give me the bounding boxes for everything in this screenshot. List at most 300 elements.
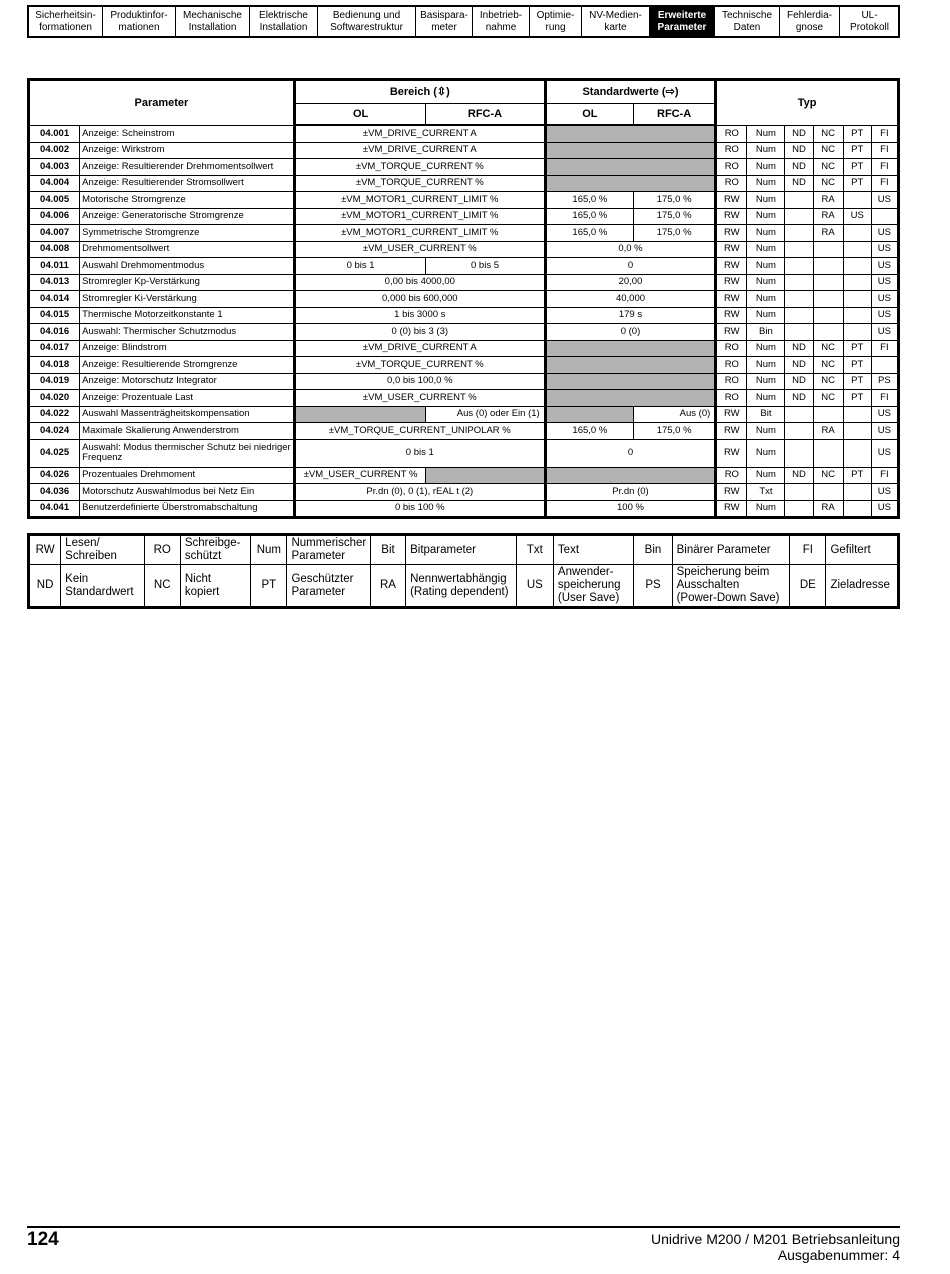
type-flag: ND: [785, 159, 813, 176]
manual-title: Unidrive M200 / M201 Betriebsanleitung: [650, 1231, 900, 1247]
table-row: [29, 423, 899, 440]
default-value: 40,000: [545, 291, 716, 308]
nav-tab[interactable]: Technische Daten: [715, 7, 780, 36]
type-flag: Num: [747, 258, 785, 275]
type-flag: PT: [843, 159, 871, 176]
parameter-id: 04.017: [29, 340, 80, 357]
legend-row: [29, 535, 899, 565]
table-row: [29, 484, 899, 501]
default-value: 0: [545, 439, 716, 467]
type-flag: [785, 258, 813, 275]
range-value: ±VM_MOTOR1_CURRENT_LIMIT %: [294, 192, 545, 209]
type-flag: US: [871, 274, 898, 291]
default-value: 0 (0): [545, 324, 716, 341]
type-flag: RO: [716, 340, 747, 357]
type-flag: [813, 324, 843, 341]
type-flag: [785, 192, 813, 209]
parameter-name: Anzeige: Motorschutz Integrator: [80, 373, 295, 390]
parameter-id: 04.004: [29, 175, 80, 192]
default-empty: [545, 142, 716, 159]
issue-number: Ausgabenummer: 4: [777, 1247, 900, 1263]
type-flag: FI: [871, 125, 898, 142]
type-flag: PT: [843, 390, 871, 407]
header-default-ol: OL: [545, 104, 633, 126]
nav-tab[interactable]: NV-Medien- karte: [582, 7, 650, 36]
range-ol: 0 bis 1: [294, 258, 425, 275]
nav-tab[interactable]: UL- Protokoll: [850, 9, 889, 33]
legend-description: Geschützter Parameter: [287, 565, 370, 608]
nav-tab[interactable]: Bedienung und Softwarestruktur: [318, 7, 416, 36]
type-flag: Bin: [747, 324, 785, 341]
type-flag: ND: [785, 467, 813, 484]
page-number: 124: [27, 1229, 59, 1250]
type-flag: Num: [747, 423, 785, 440]
parameter-name: Anzeige: Generatorische Stromgrenze: [80, 208, 295, 225]
range-ol: ±VM_USER_CURRENT %: [294, 467, 425, 484]
table-row: [29, 274, 899, 291]
header-range-ol: OL: [294, 104, 425, 126]
type-flag: RO: [716, 142, 747, 159]
legend-code: US: [516, 565, 553, 608]
type-flag: RW: [716, 423, 747, 440]
range-value: ±VM_DRIVE_CURRENT A: [294, 142, 545, 159]
type-flag: NC: [813, 373, 843, 390]
type-flag: FI: [871, 142, 898, 159]
nav-tab[interactable]: Sicherheitsin- formationen: [29, 7, 103, 36]
type-flag: US: [871, 324, 898, 341]
type-flag: RO: [716, 390, 747, 407]
parameter-name: Stromregler Ki-Verstärkung: [80, 291, 295, 308]
nav-tab[interactable]: Fehlerdia- gnose: [780, 7, 840, 36]
type-flag: Num: [747, 340, 785, 357]
type-flag: [843, 500, 871, 518]
default-value: 0: [545, 258, 716, 275]
default-ol: [545, 406, 633, 423]
type-flag: NC: [813, 125, 843, 142]
type-flag: RO: [716, 467, 747, 484]
legend-description: Gefiltert: [826, 535, 899, 565]
range-rfca: Aus (0) oder Ein (1): [426, 406, 545, 423]
parameter-name: Motorische Stromgrenze: [80, 192, 295, 209]
type-flag: Num: [747, 225, 785, 242]
header-range: Bereich (⇳): [294, 80, 545, 104]
default-empty: [545, 390, 716, 407]
header-type: Typ: [716, 80, 899, 126]
type-flag: RA: [813, 225, 843, 242]
type-flag: Num: [747, 274, 785, 291]
type-flag: FI: [871, 159, 898, 176]
default-rfca: 175,0 %: [633, 225, 715, 242]
legend-description: Schreibge- schützt: [180, 535, 250, 565]
table-row: [29, 307, 899, 324]
table-row: [29, 142, 899, 159]
footer-document-title: [651, 1231, 900, 1263]
type-flag: [785, 406, 813, 423]
legend-row: [29, 565, 899, 608]
parameter-id: 04.036: [29, 484, 80, 501]
legend-code: ND: [29, 565, 61, 608]
parameter-name: Anzeige: Resultierender Drehmomentsollwert: [80, 159, 295, 176]
table-row: [29, 258, 899, 275]
table-row: [29, 125, 899, 142]
parameter-name: Auswahl Massenträgheitskompensation: [80, 406, 295, 423]
type-flag: Num: [747, 125, 785, 142]
type-flag: [785, 423, 813, 440]
nav-tab[interactable]: Erweiterte Parameter: [650, 7, 715, 36]
default-empty: [545, 175, 716, 192]
parameter-id: 04.022: [29, 406, 80, 423]
default-value: 179 s: [545, 307, 716, 324]
parameter-name: Prozentuales Drehmoment: [80, 467, 295, 484]
parameter-id: 04.014: [29, 291, 80, 308]
default-empty: [545, 340, 716, 357]
legend-code: NC: [144, 565, 180, 608]
legend-code: FI: [790, 535, 826, 565]
default-value: 100 %: [545, 500, 716, 518]
parameter-id: 04.041: [29, 500, 80, 518]
type-flag: FI: [871, 390, 898, 407]
legend-code: Bin: [634, 535, 672, 565]
type-flag: [843, 406, 871, 423]
type-flag: [785, 324, 813, 341]
type-flag: US: [843, 208, 871, 225]
table-row: [29, 241, 899, 258]
type-flag: RW: [716, 484, 747, 501]
type-flag: [785, 208, 813, 225]
parameter-name: Anzeige: Prozentuale Last: [80, 390, 295, 407]
type-flag: Num: [747, 291, 785, 308]
parameter-name: Auswahl Drehmomentmodus: [80, 258, 295, 275]
type-flag: US: [871, 439, 898, 467]
default-ol: 165,0 %: [545, 423, 633, 440]
type-flag: [785, 484, 813, 501]
parameter-table: [27, 78, 900, 519]
type-flag: US: [871, 500, 898, 518]
legend-description: Nennwertabhängig (Rating dependent): [406, 565, 517, 608]
table-row: [29, 159, 899, 176]
type-flag: [843, 192, 871, 209]
table-row: [29, 340, 899, 357]
range-value: Pr.dn (0), 0 (1), rEAL t (2): [294, 484, 545, 501]
parameter-id: 04.003: [29, 159, 80, 176]
default-rfca: 175,0 %: [633, 192, 715, 209]
type-flag: PT: [843, 142, 871, 159]
type-flag: RW: [716, 406, 747, 423]
chapter-navigation: [27, 5, 900, 38]
type-flag: RO: [716, 373, 747, 390]
range-value: 0,00 bis 4000,00: [294, 274, 545, 291]
type-flag: Num: [747, 241, 785, 258]
parameter-name: Thermische Motorzeitkonstante 1: [80, 307, 295, 324]
default-value: 0,0 %: [545, 241, 716, 258]
type-flag: US: [871, 291, 898, 308]
parameter-name: Drehmomentsollwert: [80, 241, 295, 258]
table-row: [29, 208, 899, 225]
legend-description: Lesen/ Schreiben: [61, 535, 144, 565]
range-value: ±VM_DRIVE_CURRENT A: [294, 340, 545, 357]
table-row: [29, 390, 899, 407]
footer-rule: [27, 1226, 900, 1228]
range-value: ±VM_TORQUE_CURRENT %: [294, 357, 545, 374]
type-flag: PT: [843, 467, 871, 484]
type-flag: [785, 241, 813, 258]
table-row: [29, 175, 899, 192]
type-flag: Num: [747, 142, 785, 159]
type-flag: Num: [747, 208, 785, 225]
type-flag: PT: [843, 340, 871, 357]
type-flag: RW: [716, 324, 747, 341]
nav-tab[interactable]: Elektrische Installation: [250, 7, 318, 36]
type-flag: NC: [813, 357, 843, 374]
legend-code: DE: [790, 565, 826, 608]
range-ol: [294, 406, 425, 423]
table-row: [29, 439, 899, 467]
table-row: [29, 324, 899, 341]
type-flag: [843, 307, 871, 324]
type-flag: US: [871, 423, 898, 440]
parameter-id: 04.018: [29, 357, 80, 374]
type-flag: PS: [871, 373, 898, 390]
type-flag: [785, 225, 813, 242]
parameter-id: 04.026: [29, 467, 80, 484]
type-flag: Bit: [747, 406, 785, 423]
type-flag: ND: [785, 340, 813, 357]
parameter-id: 04.006: [29, 208, 80, 225]
range-value: ±VM_DRIVE_CURRENT A: [294, 125, 545, 142]
type-flag: [813, 291, 843, 308]
type-flag: RO: [716, 357, 747, 374]
type-flag: Num: [747, 159, 785, 176]
table-row: [29, 373, 899, 390]
parameter-id: 04.020: [29, 390, 80, 407]
type-flag: [843, 258, 871, 275]
type-flag: [813, 406, 843, 423]
type-flag: RO: [716, 159, 747, 176]
type-flag: [843, 324, 871, 341]
parameter-id: 04.025: [29, 439, 80, 467]
parameter-name: Auswahl: Modus thermischer Schutz bei niedriger Frequenz: [80, 439, 295, 467]
range-rfca: [426, 467, 545, 484]
type-flag: US: [871, 192, 898, 209]
parameter-name: Motorschutz Auswahlmodus bei Netz Ein: [80, 484, 295, 501]
parameter-id: 04.011: [29, 258, 80, 275]
type-flag: Num: [747, 192, 785, 209]
default-empty: [545, 373, 716, 390]
range-value: ±VM_USER_CURRENT %: [294, 390, 545, 407]
type-flag: [843, 439, 871, 467]
table-row: [29, 406, 899, 423]
parameter-name: Anzeige: Scheinstrom: [80, 125, 295, 142]
legend-code: Num: [251, 535, 287, 565]
parameter-id: 04.005: [29, 192, 80, 209]
type-flag: [785, 274, 813, 291]
legend-description: Anwender- speicherung (User Save): [553, 565, 633, 608]
type-flag: [785, 307, 813, 324]
default-empty: [545, 357, 716, 374]
legend-description: Nummerischer Parameter: [287, 535, 370, 565]
type-flag: US: [871, 241, 898, 258]
type-flag: RW: [716, 291, 747, 308]
range-value: 0 bis 100 %: [294, 500, 545, 518]
type-flag: RA: [813, 500, 843, 518]
type-flag: ND: [785, 175, 813, 192]
type-flag: [813, 439, 843, 467]
legend-code: PS: [634, 565, 672, 608]
type-flag: RW: [716, 208, 747, 225]
type-flag: NC: [813, 467, 843, 484]
type-flag: NC: [813, 175, 843, 192]
header-parameter: Parameter: [29, 80, 295, 126]
type-flag: PT: [843, 373, 871, 390]
type-flag: US: [871, 225, 898, 242]
type-flag: RO: [716, 175, 747, 192]
parameter-id: 04.015: [29, 307, 80, 324]
type-flag: Num: [747, 439, 785, 467]
range-value: ±VM_TORQUE_CURRENT %: [294, 175, 545, 192]
parameter-name: Benutzerdefinierte Überstromabschaltung: [80, 500, 295, 518]
type-flag: NC: [813, 142, 843, 159]
type-flag: PT: [843, 125, 871, 142]
type-flag: NC: [813, 159, 843, 176]
type-flag: [843, 484, 871, 501]
range-value: ±VM_MOTOR1_CURRENT_LIMIT %: [294, 225, 545, 242]
parameter-id: 04.001: [29, 125, 80, 142]
type-flag: Num: [747, 390, 785, 407]
parameter-id: 04.024: [29, 423, 80, 440]
default-ol: 165,0 %: [545, 192, 633, 209]
table-row: [29, 500, 899, 518]
nav-tab[interactable]: Optimie- rung: [530, 7, 582, 36]
type-flag: [785, 439, 813, 467]
type-flag: [785, 500, 813, 518]
range-value: ±VM_TORQUE_CURRENT_UNIPOLAR %: [294, 423, 545, 440]
type-flag: [813, 484, 843, 501]
type-flag: Num: [747, 357, 785, 374]
type-flag: [813, 307, 843, 324]
legend-description: Kein Standardwert: [61, 565, 144, 608]
parameter-id: 04.008: [29, 241, 80, 258]
default-ol: 165,0 %: [545, 208, 633, 225]
type-flag: US: [871, 484, 898, 501]
table-row: [29, 192, 899, 209]
type-flag: RW: [716, 439, 747, 467]
default-empty: [545, 159, 716, 176]
type-flag: US: [871, 258, 898, 275]
type-flag: PT: [843, 175, 871, 192]
type-flag: ND: [785, 390, 813, 407]
type-flag: RO: [716, 125, 747, 142]
type-flag: RW: [716, 192, 747, 209]
default-empty: [545, 125, 716, 142]
table-row: [29, 357, 899, 374]
type-flag: RW: [716, 225, 747, 242]
type-flag: US: [871, 406, 898, 423]
legend-code: RW: [29, 535, 61, 565]
type-flag: [813, 258, 843, 275]
parameter-name: Anzeige: Resultierender Stromsollwert: [80, 175, 295, 192]
legend-code: Bit: [370, 535, 405, 565]
header-defaults: Standardwerte (⇨): [545, 80, 716, 104]
parameter-id: 04.007: [29, 225, 80, 242]
legend-description: Speicherung beim Ausschalten (Power-Down Save): [672, 565, 790, 608]
parameter-name: Auswahl: Thermischer Schutzmodus: [80, 324, 295, 341]
parameter-name: Anzeige: Blindstrom: [80, 340, 295, 357]
type-flag: [871, 357, 898, 374]
nav-tab[interactable]: Basispara- meter: [416, 7, 473, 36]
type-flag: RW: [716, 258, 747, 275]
type-flag: [843, 241, 871, 258]
range-value: ±VM_TORQUE_CURRENT %: [294, 159, 545, 176]
legend-code: PT: [251, 565, 287, 608]
type-flag: FI: [871, 340, 898, 357]
parameter-id: 04.013: [29, 274, 80, 291]
type-flag: Num: [747, 175, 785, 192]
range-value: 0 bis 1: [294, 439, 545, 467]
range-value: 0,0 bis 100,0 %: [294, 373, 545, 390]
type-flag: [785, 291, 813, 308]
parameter-id: 04.016: [29, 324, 80, 341]
type-flag: [843, 291, 871, 308]
range-rfca: 0 bis 5: [426, 258, 545, 275]
type-flag: ND: [785, 373, 813, 390]
type-flag: [843, 225, 871, 242]
table-row: [29, 467, 899, 484]
type-flag: US: [871, 307, 898, 324]
type-flag: Num: [747, 467, 785, 484]
default-ol: 165,0 %: [545, 225, 633, 242]
parameter-name: Stromregler Kp-Verstärkung: [80, 274, 295, 291]
header-range-rfca: RFC-A: [426, 104, 545, 126]
range-value: 0,000 bis 600,000: [294, 291, 545, 308]
type-flag: FI: [871, 175, 898, 192]
type-flag: RA: [813, 192, 843, 209]
parameter-name: Symmetrische Stromgrenze: [80, 225, 295, 242]
legend-description: Text: [553, 535, 633, 565]
type-flag: ND: [785, 125, 813, 142]
default-rfca: 175,0 %: [633, 208, 715, 225]
type-flag: NC: [813, 390, 843, 407]
nav-tab[interactable]: Inbetrieb- nahme: [473, 7, 530, 36]
type-flag: ND: [785, 357, 813, 374]
type-flag: [813, 241, 843, 258]
legend-code: RO: [144, 535, 180, 565]
type-legend-table: [27, 533, 900, 609]
parameter-name: Anzeige: Resultierende Stromgrenze: [80, 357, 295, 374]
type-flag: RA: [813, 423, 843, 440]
legend-description: Nicht kopiert: [180, 565, 250, 608]
default-rfca: Aus (0): [633, 406, 715, 423]
parameter-id: 04.019: [29, 373, 80, 390]
type-flag: Num: [747, 500, 785, 518]
type-flag: [843, 423, 871, 440]
range-value: 0 (0) bis 3 (3): [294, 324, 545, 341]
table-row: [29, 225, 899, 242]
parameter-id: 04.002: [29, 142, 80, 159]
default-value: Pr.dn (0): [545, 484, 716, 501]
default-rfca: 175,0 %: [633, 423, 715, 440]
type-flag: [843, 274, 871, 291]
type-flag: Num: [747, 373, 785, 390]
type-flag: PT: [843, 357, 871, 374]
range-value: 1 bis 3000 s: [294, 307, 545, 324]
default-value: 20,00: [545, 274, 716, 291]
type-flag: [871, 208, 898, 225]
nav-tab[interactable]: Produktinfor- mationen: [103, 7, 176, 36]
parameter-name: Maximale Skalierung Anwenderstrom: [80, 423, 295, 440]
legend-description: Zieladresse: [826, 565, 899, 608]
nav-tab[interactable]: Mechanische Installation: [176, 7, 250, 36]
type-flag: NC: [813, 340, 843, 357]
